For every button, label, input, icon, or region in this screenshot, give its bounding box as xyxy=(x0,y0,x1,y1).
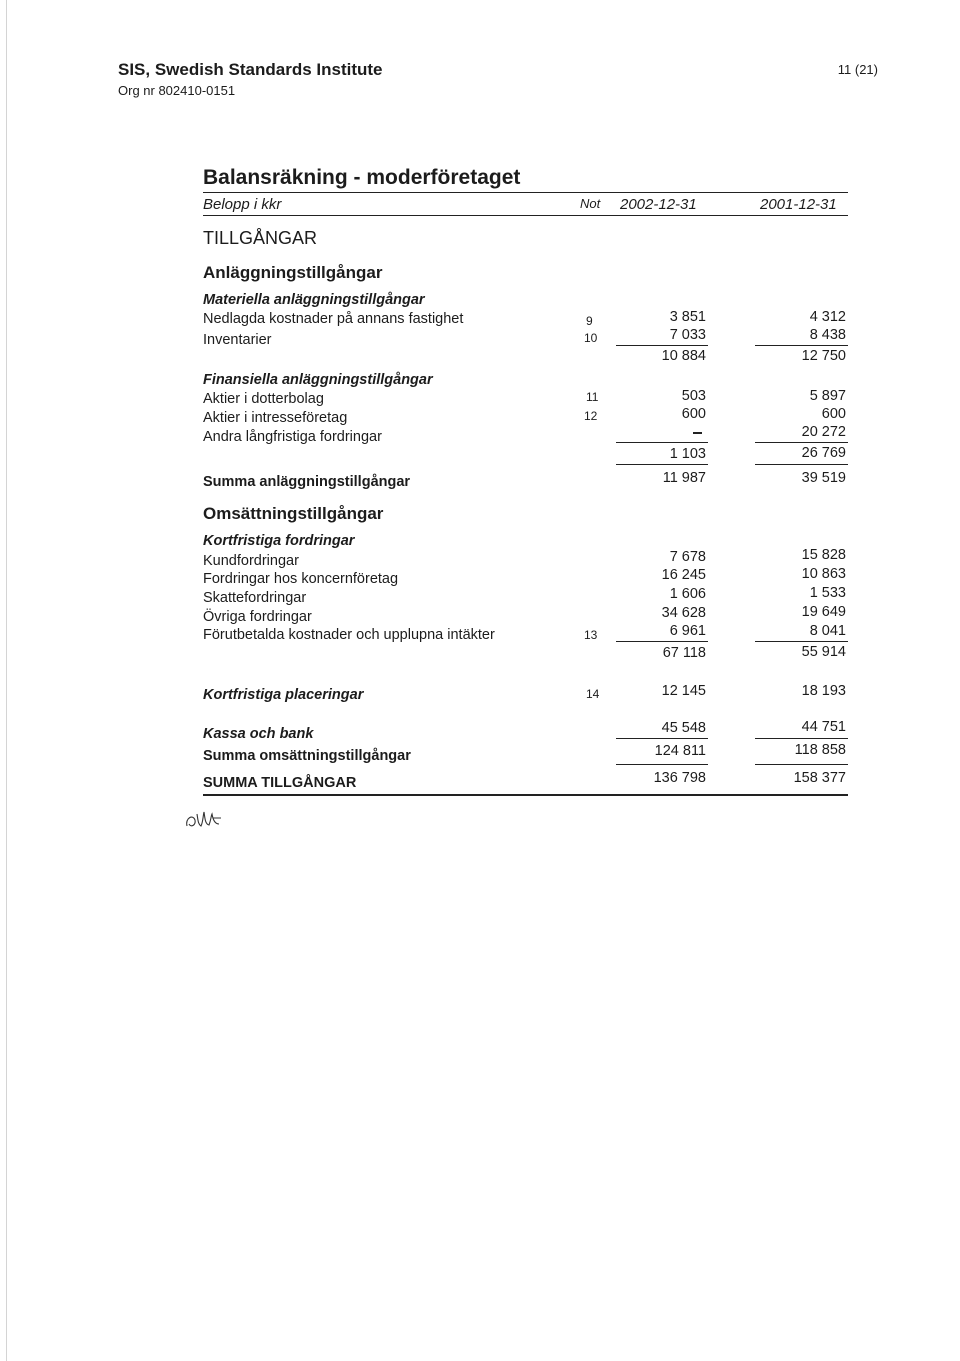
subtotal-rule xyxy=(616,442,708,443)
report-title: Balansräkning - moderföretaget xyxy=(203,166,521,189)
row-value-2001: 4 312 xyxy=(809,309,846,325)
row-value-2002: 7 033 xyxy=(669,327,706,343)
current-assets-total-label: Summa omsättningstillgångar xyxy=(203,748,411,764)
grand-total-2002: 136 798 xyxy=(653,770,706,786)
row-value-2001: 20 272 xyxy=(801,424,846,440)
amount-label: Belopp i kkr xyxy=(203,196,282,213)
row-value-2002: 6 961 xyxy=(669,623,706,639)
subtotal-rule xyxy=(755,442,848,443)
row-value-2001: 600 xyxy=(821,406,846,422)
header-rule xyxy=(203,215,848,216)
row-note: 13 xyxy=(584,628,598,642)
row-label: Förutbetalda kostnader och upplupna intäkter xyxy=(203,627,495,643)
column-header-2002: 2002-12-31 xyxy=(620,196,697,213)
subtotal-2002: 1 103 xyxy=(669,446,706,462)
row-label: Inventarier xyxy=(203,332,272,348)
row-label: Övriga fordringar xyxy=(203,609,312,625)
assets-heading: TILLGÅNGAR xyxy=(203,228,318,248)
page-number: 11 (21) xyxy=(837,62,878,77)
subtotal-rule xyxy=(616,345,708,346)
investments-label: Kortfristiga placeringar xyxy=(203,687,364,703)
subtotal-2002: 67 118 xyxy=(662,645,706,661)
row-value-2002: 1 606 xyxy=(669,586,706,602)
cash-2002: 45 548 xyxy=(661,720,706,736)
subtotal-rule xyxy=(616,641,708,642)
row-value-2002: 503 xyxy=(681,388,706,404)
row-value-2002: 7 678 xyxy=(669,549,706,565)
grand-total-label: SUMMA TILLGÅNGAR xyxy=(203,775,357,791)
subtotal-rule xyxy=(616,738,708,739)
subtotal-2001: 55 914 xyxy=(801,644,846,660)
subtotal-rule xyxy=(616,464,708,465)
organization-number: Org nr 802410-0151 xyxy=(118,83,236,98)
fixed-assets-total-label: Summa anläggningstillgångar xyxy=(203,474,411,490)
receivables-heading: Kortfristiga fordringar xyxy=(203,533,355,549)
grand-total-rule xyxy=(203,794,848,796)
row-value-2001: 8 438 xyxy=(809,327,846,343)
handwritten-signature xyxy=(183,806,229,832)
row-label: Skattefordringar xyxy=(203,590,307,606)
row-value-2001: 19 649 xyxy=(801,604,846,620)
current-assets-heading: Omsättningstillgångar xyxy=(203,504,384,523)
note-column-header: Not xyxy=(580,196,601,211)
subtotal-2002: 10 884 xyxy=(661,348,706,364)
subtotal-2001: 26 769 xyxy=(801,445,846,461)
cash-label: Kassa och bank xyxy=(203,726,314,742)
subtotal-rule xyxy=(755,738,848,739)
subtotal-rule xyxy=(755,464,848,465)
current-assets-total-2002: 124 811 xyxy=(654,743,706,759)
row-note: 14 xyxy=(586,687,600,701)
organization-name: SIS, Swedish Standards Institute xyxy=(118,60,383,79)
row-note: 12 xyxy=(584,409,598,423)
row-value-2002: 34 628 xyxy=(661,605,706,621)
subtotal-rule xyxy=(755,345,848,346)
row-value-2001: 15 828 xyxy=(801,547,846,563)
financial-assets-heading: Finansiella anläggningstillgångar xyxy=(203,372,433,388)
nil-value-dash xyxy=(693,432,702,434)
subtotal-rule xyxy=(755,641,848,642)
investments-2001: 18 193 xyxy=(801,683,846,699)
scan-margin-line xyxy=(6,0,7,1361)
fixed-assets-total-2002: 11 987 xyxy=(662,470,706,486)
row-label: Aktier i intresseföretag xyxy=(203,410,348,426)
subtotal-rule xyxy=(616,764,708,765)
tangible-assets-heading: Materiella anläggningstillgångar xyxy=(203,292,425,308)
row-note: 11 xyxy=(586,390,599,404)
grand-total-2001: 158 377 xyxy=(793,770,846,786)
row-label: Andra långfristiga fordringar xyxy=(203,429,382,445)
title-rule xyxy=(203,192,848,193)
subtotal-2001: 12 750 xyxy=(801,348,846,364)
row-note: 10 xyxy=(584,331,598,345)
row-note: 9 xyxy=(586,314,593,328)
row-value-2002: 16 245 xyxy=(661,567,706,583)
row-value-2001: 5 897 xyxy=(809,388,846,404)
row-label: Nedlagda kostnader på annans fastighet xyxy=(203,311,464,327)
cash-2001: 44 751 xyxy=(801,719,846,735)
row-value-2001: 10 863 xyxy=(801,566,846,582)
fixed-assets-heading: Anläggningstillgångar xyxy=(203,263,383,282)
row-value-2001: 1 533 xyxy=(809,585,846,601)
current-assets-total-2001: 118 858 xyxy=(794,742,846,758)
investments-2002: 12 145 xyxy=(661,683,706,699)
row-label: Fordringar hos koncernföretag xyxy=(203,571,399,587)
subtotal-rule xyxy=(755,764,848,765)
column-header-2001: 2001-12-31 xyxy=(760,196,837,213)
row-value-2002: 3 851 xyxy=(669,309,706,325)
row-value-2002: 600 xyxy=(681,406,706,422)
fixed-assets-total-2001: 39 519 xyxy=(801,470,846,486)
row-label: Kundfordringar xyxy=(203,553,299,569)
row-value-2001: 8 041 xyxy=(809,623,846,639)
row-label: Aktier i dotterbolag xyxy=(203,391,324,407)
